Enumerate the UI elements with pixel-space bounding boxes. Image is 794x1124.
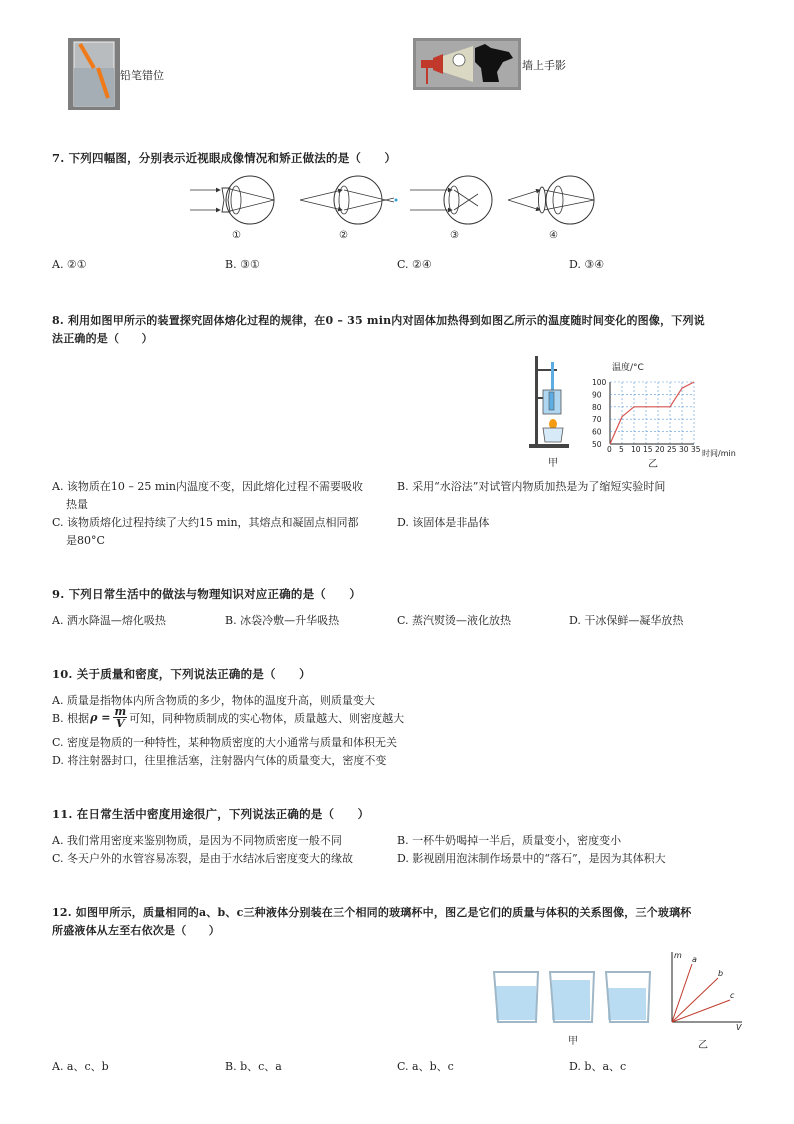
chart-y-tick: 100 [592,378,607,387]
chart-ylabel: 温度/°C [612,363,644,373]
q7-stem: 7. 下列四幅图，分别表示近视眼成像情况和矫正做法的是（ ） [52,151,397,165]
q12-option-d[interactable]: D. b、a、c [569,1060,627,1073]
q12-beakers-figure [492,966,652,1024]
chart-y-tick: 70 [592,415,602,425]
chart-x-tick: 35 [691,445,701,454]
beaker-3 [606,972,650,1022]
eye-diagram-2 [300,176,398,224]
graph-line-b [672,978,718,1022]
q8-option-c-line2: 是80°C [66,534,105,547]
q12-option-c[interactable]: C. a、b、c [397,1060,454,1073]
q10-stem: 10. 关于质量和密度，下列说法正确的是（ ） [52,667,311,681]
graph-label-a: a [692,955,697,964]
chart-xlabel: 时间/min [702,449,736,458]
q7-label-3: ③ [450,230,459,241]
graph-line-c [672,1000,730,1022]
q10-b-prefix: B. 根据 [52,711,90,725]
q8-option-c-line1[interactable]: C. 该物质熔化过程持续了大约15 min，其熔点和凝固点相同都 [52,516,359,529]
chart-x-tick: 20 [655,445,665,454]
chart-y-tick: 60 [592,427,602,437]
pencil-in-glass-image [68,38,120,110]
q10-option-b[interactable] [52,706,404,729]
q10-option-a[interactable]: A. 质量是指物体内所含物质的多少，物体的温度升高，则质量变大 [52,694,375,707]
q12-option-a[interactable]: A. a、c、b [52,1060,109,1073]
q10-option-d[interactable]: D. 将注射器封口，往里推活塞，注射器内气体的质量变大，密度不变 [52,754,387,767]
q7-option-b[interactable]: B. ③① [225,258,260,271]
chart-series-line [610,382,694,444]
q7-label-4: ④ [549,230,558,241]
chart-x-tick: 15 [643,445,653,454]
q11-option-b[interactable]: B. 一杯牛奶喝掉一半后，质量变小，密度变小 [397,834,622,847]
q8-option-a-line1[interactable]: A. 该物质在10 – 25 min内温度不变，因此熔化过程不需要吸收 [52,480,363,493]
chart-x-tick: 10 [631,445,641,454]
hand-shadow-image [413,38,521,90]
q7-label-2: ② [339,230,348,241]
chart-x-tick: 5 [619,445,624,454]
q11-option-d[interactable]: D. 影视剧用泡沫制作场景中的“落石”，是因为其体积大 [397,852,666,865]
q8-option-d[interactable]: D. 该固体是非晶体 [397,516,490,529]
q10-option-c[interactable]: C. 密度是物质的一种特性，某种物质密度的大小通常与质量和体积无关 [52,736,398,749]
wall-shadow-caption: 墙上手影 [522,59,566,72]
q12-mass-volume-graph [662,948,746,1030]
q10-formula-fraction [113,706,127,729]
q7-option-a[interactable]: A. ②① [52,258,87,271]
beaker-2 [550,972,594,1022]
q8-temperature-chart [590,358,750,464]
eye-diagram-1 [190,176,274,224]
beaker-1 [494,972,538,1022]
chart-y-tick: 50 [592,440,602,449]
q8-fig-label-jia: 甲 [548,458,558,469]
q8-stem-line2: 法正确的是（ ） [52,332,153,345]
q12-stem-line2: 所盛液体从左至右依次是（ ） [52,924,220,937]
q8-stem-line1: 8. 利用如图甲所示的装置探究固体熔化过程的规律，在0 – 35 min内对固体加热得到如图乙所示的温度随时间变化的图像，下列说 [52,314,705,327]
chart-x-tick: 0 [607,445,612,454]
graph-label-c: c [730,991,735,1000]
graph-line-a [672,964,692,1022]
graph-label-b: b [718,969,724,978]
q12-stem-line1: 12. 如图甲所示，质量相同的a、b、c三种液体分别装在三个相同的玻璃杯中，图乙是它们的质量与体积的关系图像，三个玻璃杯 [52,906,692,919]
q8-option-b[interactable]: B. 采用“水浴法”对试管内物质加热是为了缩短实验时间 [397,480,666,493]
q8-apparatus-figure [527,352,575,452]
q7-option-d[interactable]: D. ③④ [569,258,605,271]
pencil-caption: 铅笔错位 [120,69,164,82]
q11-option-a[interactable]: A. 我们常用密度来鉴别物质，是因为不同物质密度一般不同 [52,834,342,847]
q10-formula-m: m [114,705,127,718]
q9-option-c[interactable]: C. 蒸汽熨烫—液化放热 [397,614,512,627]
q11-stem: 11. 在日常生活中密度用途很广，下列说法正确的是（ ） [52,807,370,821]
q11-option-c[interactable]: C. 冬天户外的水管容易冻裂，是由于水结冰后密度变大的缘故 [52,852,354,865]
q7-label-1: ① [232,230,241,241]
q10-formula-rho: ρ = [90,711,111,724]
eye-diagram-4 [508,176,594,224]
chart-y-tick: 80 [592,402,602,412]
eye-diagram-3 [410,176,492,224]
q8-option-a-line2: 热量 [66,498,88,511]
q9-option-a[interactable]: A. 洒水降温—熔化吸热 [52,614,166,627]
q9-option-d[interactable]: D. 干冰保鲜—凝华放热 [569,614,684,627]
q9-option-b[interactable]: B. 冰袋冷敷—升华吸热 [225,614,340,627]
graph-axis-v: V [736,1023,742,1030]
q10-b-suffix: 可知，同种物质制成的实心物体，质量越大、则密度越大 [129,711,405,725]
chart-y-tick: 90 [592,390,602,400]
q12-fig-label-jia: 甲 [568,1036,578,1047]
q7-eye-diagrams [190,172,600,244]
q12-option-b[interactable]: B. b、c、a [225,1060,282,1073]
q7-option-c[interactable]: C. ②④ [397,258,432,271]
q8-fig-label-yi: 乙 [648,459,658,470]
chart-x-tick: 25 [667,445,677,454]
q9-stem: 9. 下列日常生活中的做法与物理知识对应正确的是（ ） [52,587,362,601]
graph-axis-m: m [674,951,682,960]
q10-formula-v: V [116,717,125,730]
chart-x-tick: 30 [679,445,689,454]
q12-fig-label-yi: 乙 [698,1040,708,1051]
